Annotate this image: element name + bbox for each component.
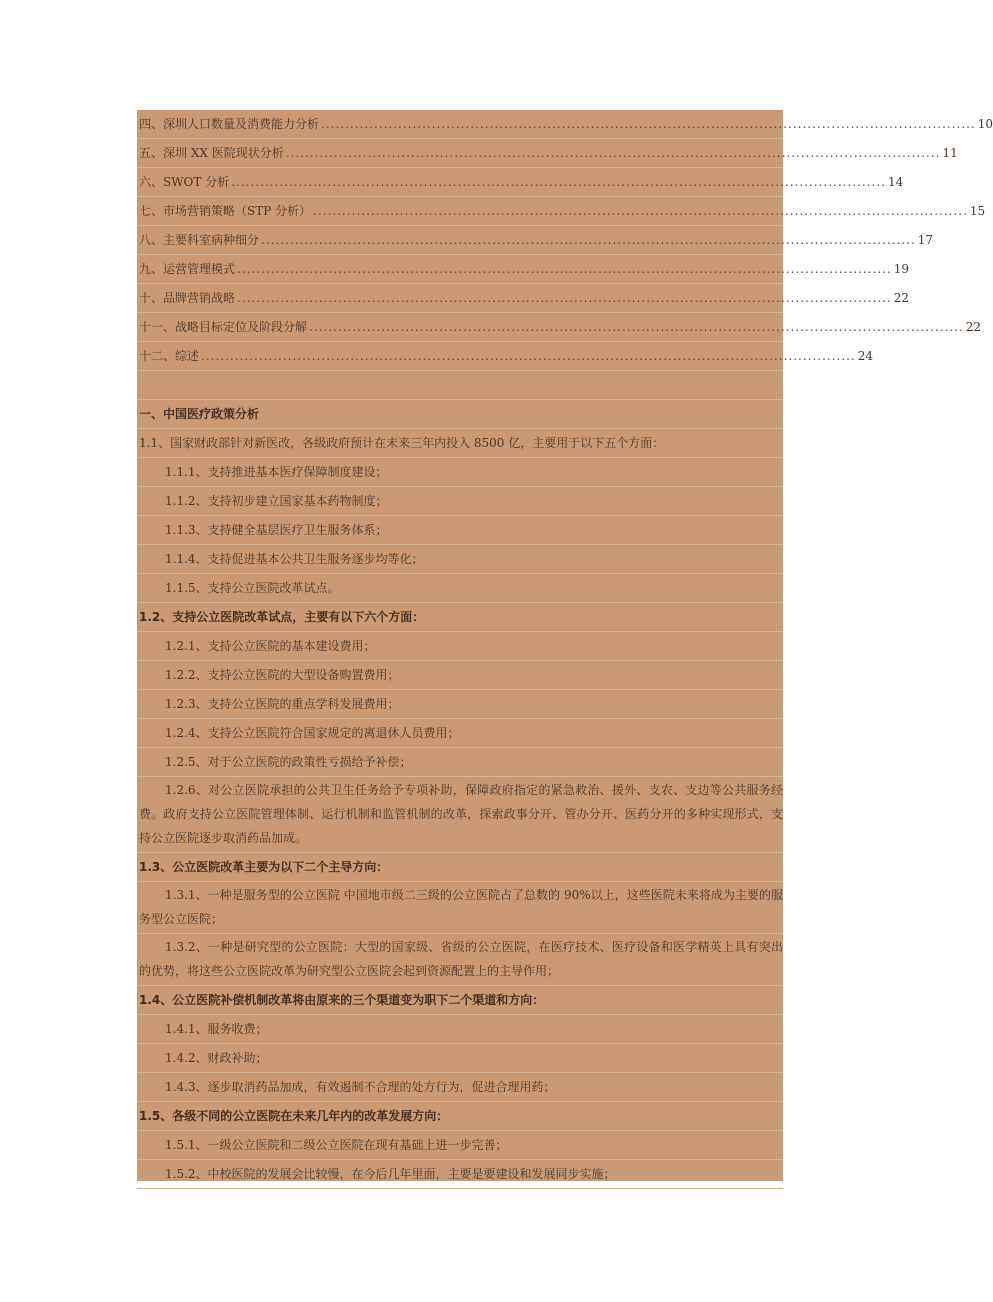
toc-leader: ........................................................................................................................................ xyxy=(261,233,916,247)
toc-page-number: 10 xyxy=(977,117,993,131)
toc-title: 八、主要科室病种细分 xyxy=(139,233,260,247)
subsection-heading: 1.3、公立医院改革主要为以下二个主导方向： xyxy=(137,853,783,882)
toc-entry[interactable] xyxy=(137,139,958,168)
list-item: 1.4.1、服务收费； xyxy=(137,1015,783,1044)
toc-leader: ........................................................................................................................................ xyxy=(313,204,968,218)
section-heading: 一、中国医疗政策分析 xyxy=(137,400,783,429)
toc-leader: ........................................................................................................................................ xyxy=(231,175,886,189)
list-item: 1.2.2、支持公立医院的大型设备购置费用； xyxy=(137,661,783,690)
paragraph-1-1: 1.1、国家财政部针对新医改，各级政府预计在未来三年内投入 8500 亿，主要用于以下五个方面： xyxy=(137,429,783,458)
toc-entry[interactable] xyxy=(137,197,986,226)
toc-title: 九、运营管理模式 xyxy=(139,262,236,276)
toc-title: 六、SWOT 分析 xyxy=(139,175,230,189)
toc-entry[interactable] xyxy=(137,342,874,371)
toc-leader: ........................................................................................................................................ xyxy=(285,146,941,160)
toc-entry[interactable] xyxy=(137,255,910,284)
toc-leader: ........................................................................................................................................ xyxy=(237,262,892,276)
toc-leader: ........................................................................................................................................ xyxy=(237,291,892,305)
document-page xyxy=(137,110,993,1181)
list-item: 1.2.5、对于公立医院的政策性亏损给予补偿； xyxy=(137,748,783,777)
toc-entry[interactable] xyxy=(137,110,993,139)
toc-entry[interactable] xyxy=(137,284,910,313)
toc-title: 四、深圳人口数量及消费能力分析 xyxy=(139,117,320,131)
paragraph-1-3-2: 1.3.2、一种是研究型的公立医院：大型的国家级、省级的公立医院，在医疗技术、医疗设备和医学精英上具有突出的优势，将这些公立医院改革为研究型公立医院会起到资源配置上的主导作用； xyxy=(137,934,783,986)
list-item: 1.1.4、支持促进基本公共卫生服务逐步均等化； xyxy=(137,545,783,574)
list-item: 1.2.4、支持公立医院符合国家规定的离退休人员费用； xyxy=(137,719,783,748)
subsection-heading: 1.2、支持公立医院改革试点，主要有以下六个方面： xyxy=(137,603,783,632)
toc-leader: ........................................................................................................................................ xyxy=(201,349,856,363)
toc-title: 五、深圳 XX 医院现状分析 xyxy=(139,146,284,160)
toc-title: 十一、战略目标定位及阶段分解 xyxy=(139,320,308,334)
list-item: 1.4.3、逐步取消药品加成，有效遏制不合理的处方行为，促进合理用药； xyxy=(137,1073,783,1102)
list-item: 1.2.3、支持公立医院的重点学科发展费用； xyxy=(137,690,783,719)
blank-line xyxy=(137,371,783,400)
toc-page-number: 22 xyxy=(893,291,910,305)
toc-title: 十、品牌营销战略 xyxy=(139,291,236,305)
list-item: 1.1.1、支持推进基本医疗保障制度建设； xyxy=(137,458,783,487)
toc-title: 十二、综述 xyxy=(139,349,200,363)
list-item: 1.1.2、支持初步建立国家基本药物制度； xyxy=(137,487,783,516)
list-item: 1.2.1、支持公立医院的基本建设费用； xyxy=(137,632,783,661)
paragraph-1-3-1: 1.3.1、一种是服务型的公立医院 中国地市级二三级的公立医院占了总数的 90%以上，这些医院未来将成为主要的服务型公立医院； xyxy=(137,882,783,934)
toc-page-number: 11 xyxy=(942,146,958,160)
toc-page-number: 22 xyxy=(965,320,982,334)
list-item: 1.5.2、中校医院的发展会比较慢，在今后几年里面，主要是要建设和发展同步实施； xyxy=(137,1160,783,1189)
list-item: 1.1.3、支持健全基层医疗卫生服务体系； xyxy=(137,516,783,545)
toc-title: 七、市场营销策略（STP 分析） xyxy=(139,204,312,218)
list-item: 1.4.2、财政补助； xyxy=(137,1044,783,1073)
toc-entry[interactable] xyxy=(137,168,904,197)
toc-page-number: 17 xyxy=(917,233,934,247)
toc-page-number: 14 xyxy=(887,175,904,189)
subsection-heading: 1.5、各级不同的公立医院在未来几年内的改革发展方向： xyxy=(137,1102,783,1131)
toc-page-number: 19 xyxy=(893,262,910,276)
toc-entry[interactable] xyxy=(137,313,982,342)
toc-leader: ........................................................................................................................................ xyxy=(321,117,976,131)
toc-page-number: 15 xyxy=(969,204,986,218)
paragraph-1-2-6: 1.2.6、对公立医院承担的公共卫生任务给予专项补助，保障政府指定的紧急救治、援外、支农、支边等公共服务经费。政府支持公立医院管理体制、运行机制和监管机制的改革，探索政事分开、管办分开、医药分开的多种实现形式，支持公立医院逐步取消药品加成。 xyxy=(137,777,783,853)
toc-page-number: 24 xyxy=(857,349,874,363)
toc-entry[interactable] xyxy=(137,226,934,255)
toc-leader: ........................................................................................................................................ xyxy=(309,320,964,334)
list-item: 1.1.5、支持公立医院改革试点。 xyxy=(137,574,783,603)
list-item: 1.5.1、一级公立医院和二级公立医院在现有基础上进一步完善； xyxy=(137,1131,783,1160)
subsection-heading: 1.4、公立医院补偿机制改革将由原来的三个渠道变为职下二个渠道和方向： xyxy=(137,986,783,1015)
